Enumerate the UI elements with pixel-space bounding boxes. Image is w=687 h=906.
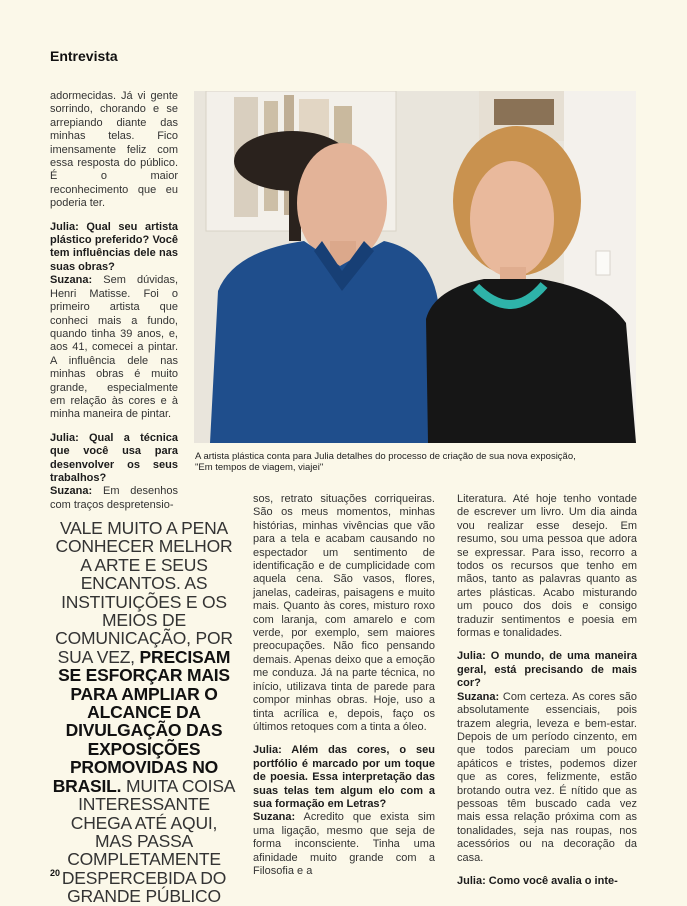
section-title: Entrevista — [50, 48, 118, 64]
answer-text: Em desenhos com traços despretensio- — [50, 485, 178, 511]
answer-text: Acredito que exista sim uma ligação, mesmo que seja de forma inconsciente. Tinha uma afinidade muito grande com a Filosofia e a — [253, 811, 435, 877]
speaker-label: Suzana: — [253, 811, 296, 824]
interview-question: Julia: Qual seu artista plástico preferido? Você tem influências dele nas suas obras? — [50, 220, 178, 273]
speaker-label: Suzana: — [457, 690, 500, 703]
pull-quote-text: MUITA COISA INTERESSANTE CHEGA ATÉ AQUI, MAS PASSA COMPLETAMENTE DESPERCEBIDA DO GRANDE PÚBLICO — [61, 775, 236, 906]
interview-answer — [50, 485, 178, 512]
pull-quote-emphasis: PRECISAM SE ESFORÇAR MAIS PARA AMPLIAR O ALCANCE DA DIVULGAÇÃO DAS EXPOSIÇÕES PROMOVIDAS NO BRASIL. — [52, 646, 231, 796]
answer-text: Com certeza. As cores são absolutamente essenciais, pois trazem alegria, leveza e bem-estar. Depois de um período cinzento, em que todos pareciam um pouco apáticos e tristes, podemos dizer que as cores, felizmente, estão brotando outra vez. É nítido que as pessoas têm buscado cada vez mais essa relação próxima com as tonalidades, seja nas roupas, nos acessórios ou na decoração da casa. — [457, 690, 637, 864]
article-column-3 — [457, 493, 637, 888]
photo-caption — [195, 451, 635, 473]
speaker-label: Suzana: — [50, 485, 93, 498]
interview-photo — [194, 91, 636, 443]
caption-line: "Em tempos de viagem, viajei" — [195, 462, 324, 473]
interview-question: Julia: Como você avalia o inte- — [457, 874, 618, 887]
interview-question: Julia: O mundo, de uma maneira geral, está precisando de mais cor? — [457, 650, 637, 690]
caption-line: A artista plástica conta para Julia detalhes do processo de criação de sua nova exposição, — [195, 451, 576, 462]
interview-answer — [457, 691, 637, 865]
interview-answer — [253, 811, 435, 878]
speaker-label: Suzana: — [50, 274, 93, 287]
pull-quote — [50, 519, 238, 906]
paragraph: Literatura. Até hoje tenho vontade de escrever um livro. Um dia ainda vou realizar esse desejo. Em resumo, sou uma pessoa que adora se expressar. Para isso, recorro a todos os recursos que tenho em mãos, tanto as palavras quanto as artes plásticas. Acabo misturando um pouco dos dois e consigo traduzir sentimentos e poesia em formas e tonalidades. — [457, 493, 637, 640]
paragraph: sos, retrato situações corriqueiras. São os meus momentos, minhas histórias, minhas vivências que vão para a tela e acabam causando no espectador um sentimento de identificação e de cumplicidade com aquela cena. São vasos, flores, janelas, cadeiras, paisagens e muito mais. Quanto às cores, misturo roxo com laranja, com amarelo e com verde, por exemplo, sem maiores preocupações. Não fico pensando demais. Apenas deixo que a emoção me conduza. Já na parte técnica, no início, utilizava tinta de parede para compor minhas obras. Hoje, uso a tinta acrílica e, depois, faço os últimos retoques com a tinta a óleo. — [253, 493, 435, 733]
page-number: 20 — [50, 868, 61, 878]
interview-question: Julia: Qual a técnica que você usa para desenvolver os seus trabalhos? — [50, 431, 178, 484]
article-column-2 — [253, 493, 435, 888]
answer-text: Sem dúvidas, Henri Matisse. Foi o primeiro artista que conheci mais a fundo, quando tinha 39 anos, e, aos 41, comecei a pintar. A influência dele nas minhas obras é muito grande, especialmente em relação às cores e à minha maneira de pintar. — [50, 274, 178, 421]
pull-quote-text: VALE MUITO A PENA CONHECER MELHOR A ARTE E SEUS ENCANTOS. AS INSTITUIÇÕES E OS MEIOS DE COMUNICAÇÃO, POR SUA VEZ, — [55, 518, 233, 667]
interview-question: Julia: Além das cores, o seu portfólio é marcado por um toque de poesia. Essa interpretação das suas telas tem algum elo com a sua formação em Letras? — [253, 744, 435, 810]
paragraph: adormecidas. Já vi gente sorrindo, chorando e se arrepiando diante das minhas telas. Fico imensamente feliz com essa resposta do público. É o maior reconhecimento que eu poderia ter. — [50, 90, 178, 210]
article-column-1 — [50, 90, 178, 522]
interview-answer — [50, 274, 178, 421]
